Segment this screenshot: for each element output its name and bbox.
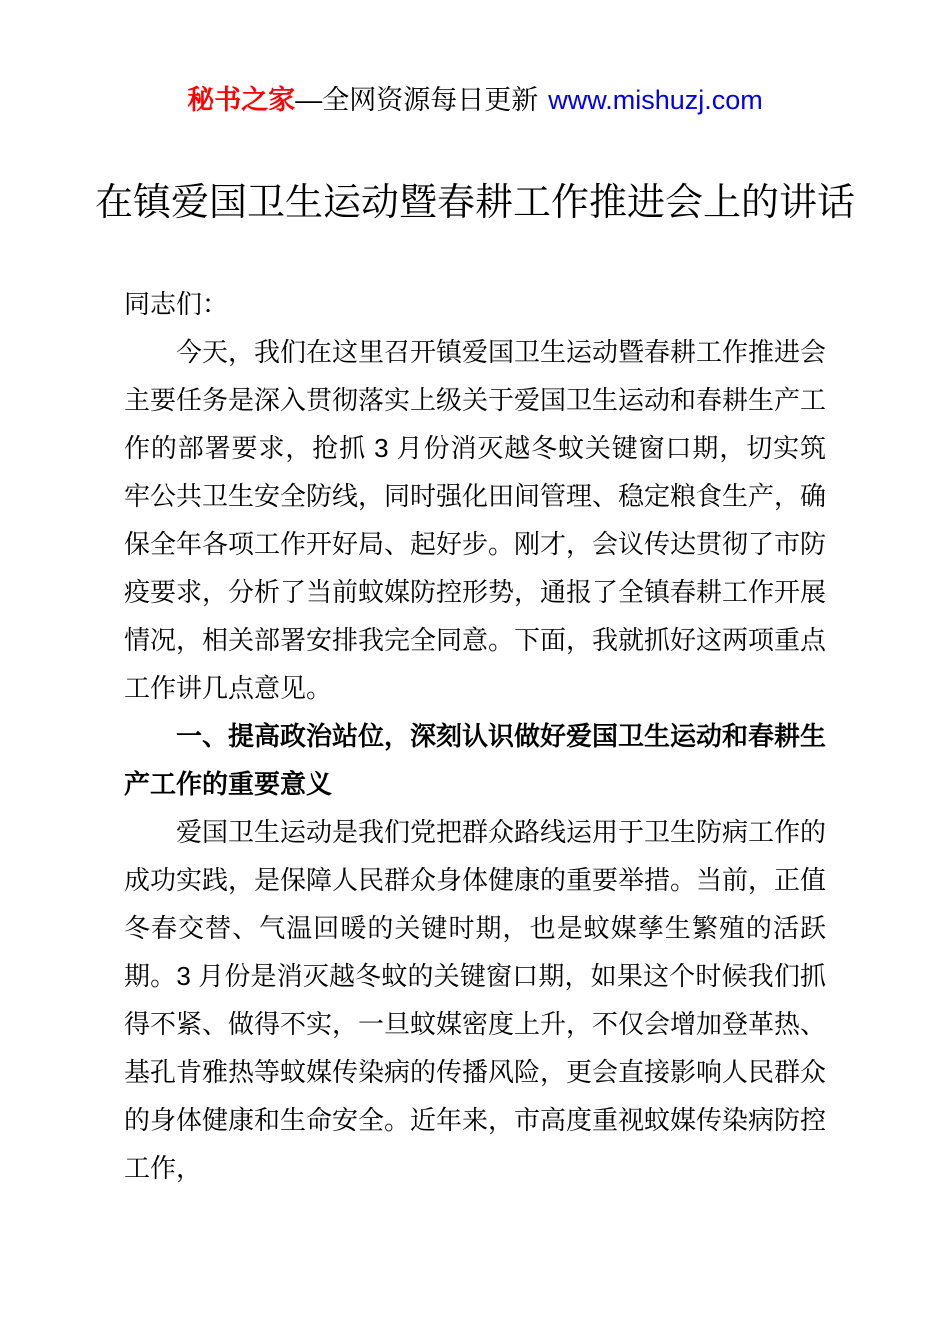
site-url-link[interactable]: www.mishuzj.com — [548, 85, 763, 115]
site-name-separator: — — [295, 85, 323, 115]
site-header — [0, 84, 950, 116]
paragraph-intro: 今天，我们在这里召开镇爱国卫生运动暨春耕工作推进会主要任务是深入贯彻落实上级关于爱国卫生运动和春耕生产工作的部署要求，抢抓 3 月份消灭越冬蚊关键窗口期，切实筑牢公共卫生安全防线，同时强化田间管理、稳定粮食生产，确保全年各项工作开好局、起好步。刚才，会议传达贯彻了市防疫要求，分析了当前蚊媒防控形势，通报了全镇春耕工作开展情况，相关部署安排我完全同意。下面，我就抓好这两项重点工作讲几点意见。 — [124, 337, 827, 703]
section-heading-1: 一、提高政治站位，深刻认识做好爱国卫生运动和春耕生产工作的重要意义 — [124, 721, 827, 799]
salutation: 同志们： — [124, 289, 229, 319]
paragraph-section-1-body: 爱国卫生运动是我们党把群众路线运用于卫生防病工作的成功实践，是保障人民群众身体健康的重要举措。当前，正值冬春交替、气温回暖的关键时期，也是蚊媒孳生繁殖的活跃期。3 月份是消灭越冬蚊的关键窗口期，如果这个时候我们抓得不紧、做得不实，一旦蚊媒密度上升，不仅会增加登革热、基孔肯雅热等蚊媒传染病的传播风险，更会直接影响人民群众的身体健康和生命安全。近年来，市高度重视蚊媒传染病防控工作， — [124, 817, 827, 1183]
site-tagline: 全网资源每日更新 — [322, 85, 539, 115]
site-name: 秘书之家 — [187, 85, 296, 115]
document-body — [124, 280, 826, 1192]
document-title: 在镇爱国卫生运动暨春耕工作推进会上的讲话 — [94, 182, 855, 224]
